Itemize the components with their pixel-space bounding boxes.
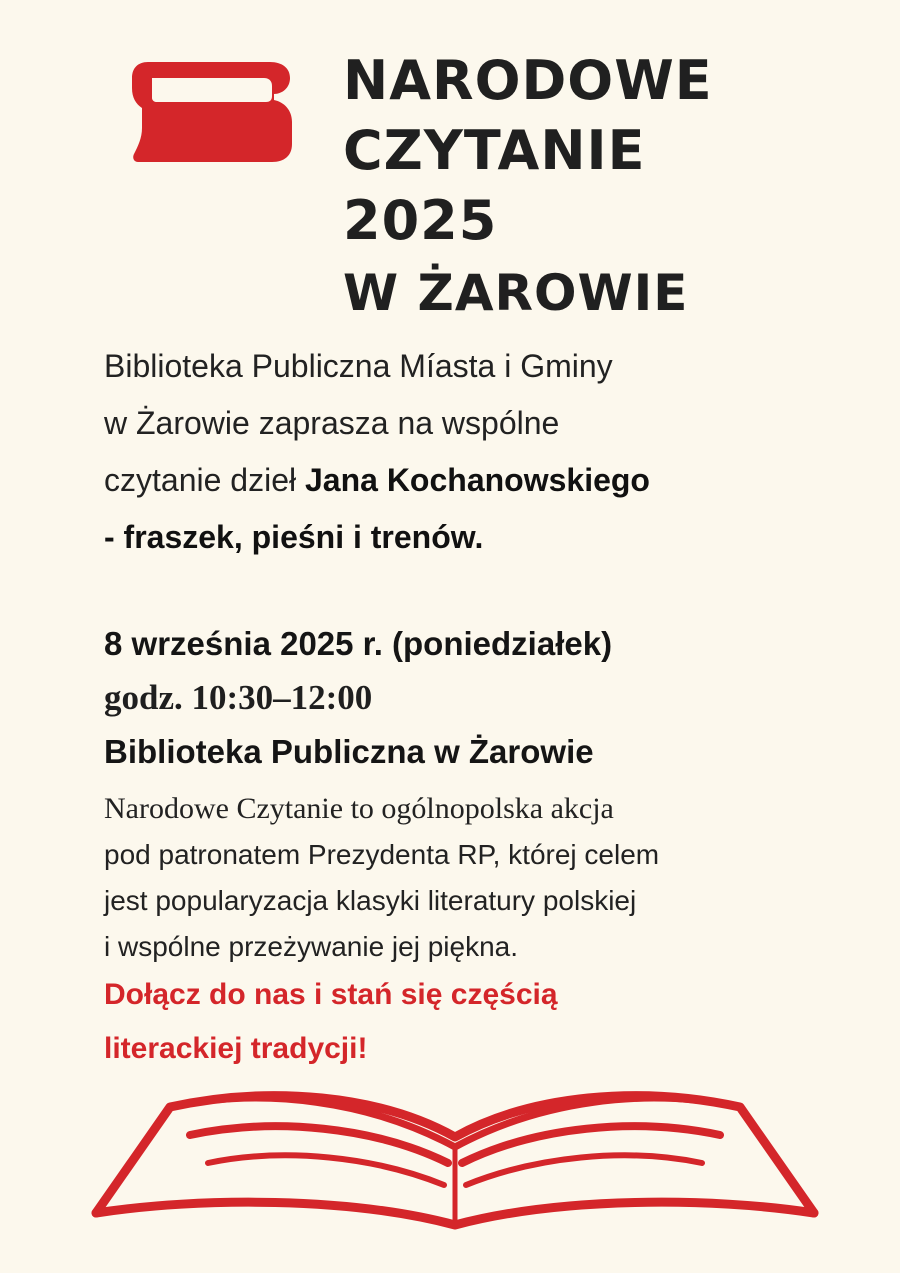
intro-line-2: w Żarowie zaprasza na wspólne [104,405,560,441]
title-line-3: 2025 [343,189,498,252]
event-place: Biblioteka Publiczna w Żarowie [104,733,594,770]
intro-paragraph [104,338,824,566]
title-line-4: W ŻAROWIE [343,264,689,322]
description-line-4: i wspólne przeżywanie jej piękna. [104,931,518,962]
event-time: godz. 10:30–12:00 [104,678,373,717]
open-book-icon [90,1075,820,1235]
description-line-3: jest popularyzacja klasyki literatury polskiej [104,885,637,916]
event-date: 8 września 2025 r. (poniedziałek) [104,625,613,662]
author-name: Jana Kochanowskiego [304,462,650,498]
title-line-2: CZYTANIE [343,119,646,182]
title-line-1: NARODOWE [343,49,713,112]
page-title [343,46,713,330]
intro-line-1: Biblioteka Publiczna Míasta i Gminy [104,348,613,384]
red-book-logo-icon [130,60,294,164]
cta-line-1: Dołącz do nas i stań się częścią [104,978,558,1011]
cta-line-2: literackiej tradycji! [104,1032,368,1065]
description-line-2: pod patronatem Prezydenta RP, której celem [104,839,660,870]
works-list: - fraszek, pieśni i trenów. [104,519,484,555]
description-line-1: Narodowe Czytanie to ogólnopolska akcja [104,792,614,825]
intro-line-3-prefix: czytanie dzieł [104,462,305,498]
call-to-action [104,968,804,1076]
description-paragraph [104,786,834,970]
